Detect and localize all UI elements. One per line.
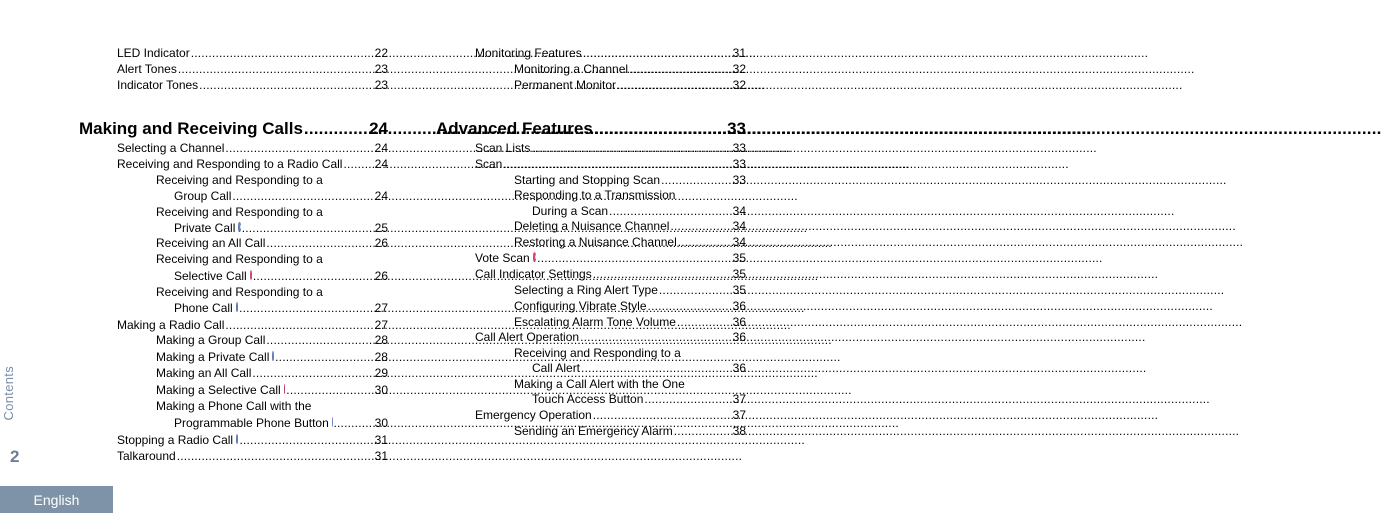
toc-entry-line1: Receiving and Responding to a [156, 285, 323, 299]
dot-leader [581, 360, 732, 376]
page-number: 31 [732, 46, 746, 60]
toc-entry-alert-tones[interactable] [117, 61, 388, 77]
blue-round-icon [236, 302, 238, 312]
toc-entry-monitoring-a-channel[interactable] [514, 61, 746, 77]
page-number: 23 [374, 62, 388, 76]
page-number: 24 [374, 189, 388, 203]
toc-entry-emergency-operation[interactable] [475, 407, 746, 423]
page-number: 28 [374, 350, 388, 364]
dot-leader [678, 234, 732, 250]
blue-round-icon [272, 351, 274, 361]
toc-entry-sending-emergency-alarm[interactable] [514, 423, 746, 439]
dot-leader [593, 266, 732, 282]
page-number: 33 [732, 157, 746, 171]
toc-entry-label: Private Call [174, 221, 236, 235]
dot-leader [644, 391, 731, 407]
page-number: 38 [732, 424, 746, 438]
toc-entry-label: Receiving and Responding to a Radio Call [117, 157, 343, 171]
toc-entry-label: Escalating Alarm Tone Volume [514, 315, 676, 329]
page-number: 24 [369, 119, 388, 138]
dot-leader [253, 268, 374, 284]
toc-entry-label: Selecting a Ring Alert Type [514, 283, 658, 297]
toc-entry-label: During a Scan [532, 204, 609, 218]
dot-leader [580, 329, 732, 345]
toc-entry-monitoring-features[interactable] [475, 45, 746, 61]
toc-entry-line1: Receiving and Responding to a [156, 205, 323, 219]
page-number: 29 [374, 366, 388, 380]
chapter-title: Making and Receiving Calls [79, 119, 303, 138]
page-number: 35 [732, 283, 746, 297]
pink-round-icon [250, 270, 252, 280]
section-side-label: Contents [1, 366, 16, 421]
toc-entry-label: Vote Scan [475, 251, 530, 265]
toc-entry-label: Receiving an All Call [156, 236, 266, 250]
toc-chapter-advanced-features[interactable] [436, 118, 746, 140]
dot-leader [537, 250, 731, 266]
page-number: 36 [732, 299, 746, 313]
toc-entry-touch-access-button[interactable] [532, 391, 746, 407]
toc-entry-escalating-alarm[interactable] [514, 314, 746, 330]
dot-leader [593, 407, 732, 423]
page-number: 30 [374, 383, 388, 397]
toc-entry-label: Scan [475, 157, 503, 171]
toc-entry-restoring-nuisance-channel[interactable] [514, 234, 746, 250]
toc-entry-label: Making a Selective Call [156, 383, 281, 397]
toc-entry-group-call[interactable] [174, 188, 388, 204]
toc-entry-label: Scan Lists [475, 141, 531, 155]
toc-entry-label: Call Indicator Settings [475, 267, 592, 281]
page-number: 28 [374, 333, 388, 347]
dot-leader [191, 45, 374, 61]
page-number: 31 [374, 433, 388, 447]
page-number-footer: 2 [10, 447, 20, 466]
dot-leader [239, 300, 374, 316]
toc-entry-label: Indicator Tones [117, 78, 199, 92]
toc-entry-line1: Receiving and Responding to a [156, 173, 323, 187]
page-number: 37 [732, 408, 746, 422]
toc-entry-scan[interactable] [475, 156, 746, 172]
toc-entry-line1: Receiving and Responding to a [156, 252, 323, 266]
blue-round-icon [238, 222, 240, 232]
toc-entry-starting-stopping-scan[interactable] [514, 172, 746, 188]
toc-entry-led-indicator[interactable] [117, 45, 388, 61]
toc-entry-label: Emergency Operation [475, 408, 592, 422]
dot-leader [225, 140, 373, 156]
chapter-title: Advanced Features [436, 119, 593, 138]
toc-entry-label: Selective Call [174, 269, 247, 283]
toc-entry-private-call[interactable] [174, 220, 388, 236]
toc-entry-selecting-a-channel[interactable] [117, 140, 388, 156]
dot-leader [266, 332, 373, 348]
toc-entry-vote-scan[interactable] [475, 250, 746, 266]
toc-entry-stopping-a-radio-call[interactable] [117, 432, 388, 448]
toc-entry-label: Touch Access Button [532, 392, 644, 406]
page-number: 26 [374, 269, 388, 283]
page-number: 35 [732, 251, 746, 265]
toc-entry-label: Selecting a Channel [117, 141, 225, 155]
toc-entry-receiving-radio-call[interactable] [117, 156, 388, 172]
page-number: 31 [374, 449, 388, 463]
page-number: 35 [732, 267, 746, 281]
page-number: 32 [732, 78, 746, 92]
dot-leader [242, 220, 374, 236]
dot-leader [199, 77, 373, 93]
toc-entry-label: Monitoring a Channel [514, 62, 629, 76]
blue-round-icon [332, 417, 333, 427]
toc-entry-label: Monitoring Features [475, 46, 582, 60]
toc-entry-indicator-tones[interactable] [117, 77, 388, 93]
page-number: 23 [374, 78, 388, 92]
toc-entry-label: Restoring a Nuisance Channel [514, 235, 677, 249]
toc-entry-label: Talkaround [117, 449, 176, 463]
page-number: 33 [732, 141, 746, 155]
toc-entry-making-group-call[interactable] [156, 332, 388, 348]
toc-entry-vibrate-style[interactable] [514, 298, 746, 314]
toc-entry-line1: Receiving and Responding to a [514, 346, 681, 360]
toc-entry-label: Stopping a Radio Call [117, 433, 234, 447]
dot-leader [617, 77, 732, 93]
dot-leader [594, 118, 726, 140]
dot-leader [266, 235, 373, 251]
page-number: 26 [374, 236, 388, 250]
dot-leader [677, 314, 732, 330]
pink-round-icon [284, 384, 286, 394]
dot-leader [583, 45, 732, 61]
dot-leader [232, 188, 373, 204]
toc-chapter-making-and-receiving-calls[interactable] [79, 118, 388, 140]
language-tab[interactable] [0, 486, 113, 513]
page-number: 36 [732, 330, 746, 344]
toc-entry-label: Alert Tones [117, 62, 177, 76]
toc-entry-label: Configuring Vibrate Style [514, 299, 647, 313]
toc-entry-label: Making an All Call [156, 366, 252, 380]
dot-leader [648, 298, 732, 314]
dot-leader [225, 317, 373, 333]
toc-entry-line1: Making a Call Alert with the One [514, 377, 685, 391]
dot-leader [503, 156, 731, 172]
page-number: 33 [727, 119, 746, 138]
page-number: 34 [732, 219, 746, 233]
page-number: 27 [374, 318, 388, 332]
pink-round-icon [533, 252, 536, 262]
dot-leader [275, 349, 374, 365]
toc-entry-label: Group Call [174, 189, 232, 203]
page-number: 33 [732, 173, 746, 187]
page-number: 24 [374, 141, 388, 155]
toc-entry-label: Starting and Stopping Scan [514, 173, 661, 187]
page-number: 36 [732, 315, 746, 329]
toc-entry-during-a-scan[interactable] [532, 203, 746, 219]
dot-leader [629, 61, 732, 77]
page-number: 32 [732, 62, 746, 76]
toc-entry-label: Programmable Phone Button [174, 416, 329, 430]
toc-entry-label: Call Alert [532, 361, 581, 375]
toc-entry-line1: Making a Phone Call with the [156, 399, 312, 413]
toc-entry-label: Permanent Monitor [514, 78, 617, 92]
toc-entry-label: Sending an Emergency Alarm [514, 424, 673, 438]
dot-leader [304, 118, 368, 140]
page-number: 24 [374, 157, 388, 171]
toc-entry-label: Making a Radio Call [117, 318, 225, 332]
dot-leader [659, 282, 732, 298]
toc-entry-call-alert[interactable] [532, 360, 746, 376]
toc-entry-making-selective-call[interactable] [156, 382, 388, 398]
toc-entry-ring-alert-type[interactable] [514, 282, 746, 298]
toc-entry-label: Making a Group Call [156, 333, 266, 347]
toc-entry-deleting-nuisance-channel[interactable] [514, 218, 746, 234]
dot-leader [178, 61, 374, 77]
toc-entry-label: Making a Private Call [156, 350, 270, 364]
page-number: 25 [374, 221, 388, 235]
dot-leader [609, 203, 732, 219]
toc-entry-making-private-call[interactable] [156, 349, 388, 365]
toc-entry-programmable-phone-button[interactable] [174, 415, 388, 431]
toc-entry-label: Phone Call [174, 301, 233, 315]
toc-entry-making-a-radio-call[interactable] [117, 317, 388, 333]
toc-entry-label: Call Alert Operation [475, 330, 580, 344]
dot-leader [252, 365, 373, 381]
toc-entry-line1: Responding to a Transmission [514, 188, 676, 202]
dot-leader [286, 382, 373, 398]
page-number: 34 [732, 204, 746, 218]
blue-round-icon [236, 434, 238, 444]
toc-entry-call-indicator-settings[interactable] [475, 266, 746, 282]
page-number: 37 [732, 392, 746, 406]
toc-entry-scan-lists[interactable] [475, 140, 746, 156]
toc-entry-receiving-all-call[interactable] [156, 235, 388, 251]
dot-leader [239, 432, 373, 448]
toc-entry-label: Deleting a Nuisance Channel [514, 219, 670, 233]
toc-entry-making-all-call[interactable] [156, 365, 388, 381]
toc-entry-permanent-monitor[interactable] [514, 77, 746, 93]
dot-leader [343, 156, 373, 172]
page-number: 30 [374, 416, 388, 430]
dot-leader [674, 423, 732, 439]
page-number: 22 [374, 46, 388, 60]
page-number: 36 [732, 361, 746, 375]
toc-entry-phone-call[interactable] [174, 300, 388, 316]
page-number: 34 [732, 235, 746, 249]
page-number: 27 [374, 301, 388, 315]
toc-entry-talkaround[interactable] [117, 448, 388, 464]
dot-leader [177, 448, 374, 464]
language-tab-label: English [33, 491, 80, 508]
toc-entry-call-alert-operation[interactable] [475, 329, 746, 345]
dot-leader [661, 172, 732, 188]
toc-entry-selective-call[interactable] [174, 268, 388, 284]
dot-leader [531, 140, 731, 156]
dot-leader [670, 218, 731, 234]
toc-entry-label: LED Indicator [117, 46, 190, 60]
